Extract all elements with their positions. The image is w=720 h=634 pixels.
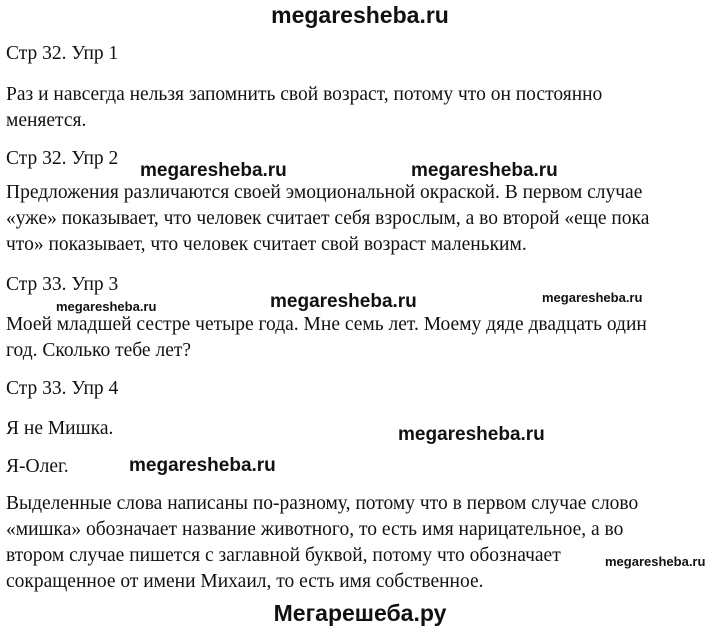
- section-heading: Стр 33. Упр 4: [6, 378, 119, 399]
- watermark: megaresheba.ru: [270, 291, 417, 312]
- text-line: Я не Мишка.: [6, 418, 114, 439]
- text-line: Я-Олег.: [6, 456, 69, 477]
- watermark: megaresheba.ru: [542, 290, 643, 305]
- watermark: megaresheba.ru: [398, 424, 545, 445]
- text-line: Выделенные слова написаны по-разному, потому что в первом случае слово: [6, 493, 639, 514]
- text-line: меняется.: [6, 110, 87, 131]
- section-heading: Стр 32. Упр 2: [6, 148, 119, 169]
- site-footer: Мегарешеба.ру: [273, 600, 447, 626]
- text-line: сокращенное от имени Михаил, то есть имя собственное.: [6, 571, 484, 592]
- text-line: втором случае пишется с заглавной буквой, потому что обозначает: [6, 545, 561, 566]
- watermark: megaresheba.ru: [129, 455, 276, 476]
- text-line: «уже» показывает, что человек считает себя взрослым, а во второй «еще пока: [6, 208, 650, 229]
- text-line: Моей младшей сестре четыре года. Мне семь лет. Моему дяде двадцать один: [6, 314, 647, 335]
- section-heading: Стр 32. Упр 1: [6, 43, 119, 64]
- site-header: megaresheba.ru: [271, 2, 449, 28]
- text-line: «мишка» обозначает название животного, то есть имя нарицательное, а во: [6, 519, 624, 540]
- text-line: что» показывает, что человек считает свой возраст маленьким.: [6, 234, 527, 255]
- section-heading: Стр 33. Упр 3: [6, 274, 119, 295]
- text-line: год. Сколько тебе лет?: [6, 340, 192, 361]
- watermark: megaresheba.ru: [605, 554, 706, 569]
- watermark: megaresheba.ru: [411, 160, 558, 181]
- watermark: megaresheba.ru: [140, 160, 287, 181]
- text-line: Раз и навсегда нельзя запомнить свой возраст, потому что он постоянно: [6, 84, 603, 105]
- text-line: Предложения различаются своей эмоциональной окраской. В первом случае: [6, 182, 643, 203]
- watermark: megaresheba.ru: [56, 299, 157, 314]
